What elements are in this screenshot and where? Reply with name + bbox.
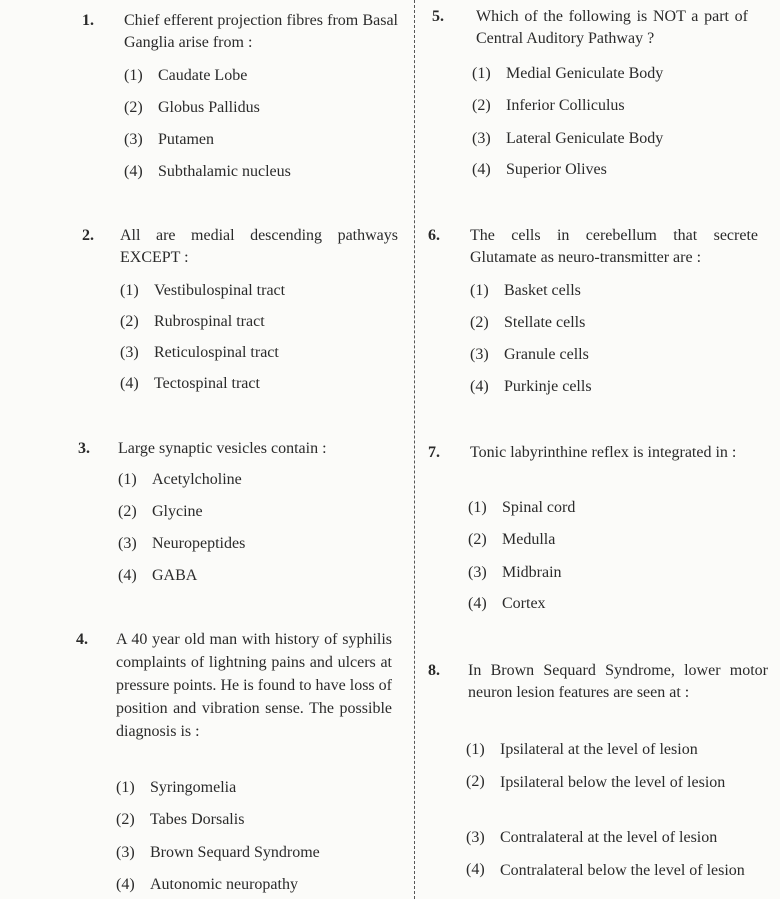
option-3-2[interactable]: (2) Glycine	[118, 503, 203, 520]
question-number: 4.	[76, 631, 88, 648]
option-7-2[interactable]: (2) Medulla	[468, 531, 556, 548]
question-text: A 40 year old man with history of syphilis complaints of lightning pains and ulcers at pressure points. He is found to have loss of position and vibration sense. The possible diagnosis is :	[116, 631, 392, 740]
question-number: 1.	[82, 12, 94, 29]
option-7-1[interactable]: (1) Spinal cord	[468, 499, 576, 516]
question-text: All are medial descending pathways EXCEPT :	[120, 227, 398, 266]
option-8-3[interactable]: (3) Contralateral at the level of lesion	[466, 829, 718, 846]
option-8-2[interactable]: (2) Ipsilateral below the level of lesion	[466, 773, 726, 791]
option-8-1[interactable]: (1) Ipsilateral at the level of lesion	[466, 741, 698, 758]
option-2-4[interactable]: (4) Tectospinal tract	[120, 375, 260, 392]
option-3-4[interactable]: (4) GABA	[118, 567, 198, 584]
option-6-3[interactable]: (3) Granule cells	[470, 346, 589, 363]
option-5-3[interactable]: (3) Lateral Geniculate Body	[472, 130, 664, 147]
option-5-2[interactable]: (2) Inferior Colliculus	[472, 97, 625, 114]
option-4-3[interactable]: (3) Brown Sequard Syndrome	[116, 844, 320, 861]
option-7-3[interactable]: (3) Midbrain	[468, 564, 562, 581]
question-text: The cells in cerebellum that secrete Glutamate as neuro-transmitter are :	[470, 227, 758, 266]
option-3-1[interactable]: (1) Acetylcholine	[118, 471, 242, 488]
option-1-4[interactable]: (4) Subthalamic nucleus	[124, 163, 291, 180]
option-2-2[interactable]: (2) Rubrospinal tract	[120, 313, 265, 330]
option-4-1[interactable]: (1) Syringomelia	[116, 779, 237, 796]
question-number: 2.	[82, 227, 94, 244]
option-6-1[interactable]: (1) Basket cells	[470, 282, 581, 299]
question-text: Large synaptic vesicles contain :	[118, 440, 327, 457]
question-text: Chief efferent projection fibres from Basal Ganglia arise from :	[124, 12, 398, 51]
option-1-3[interactable]: (3) Putamen	[124, 131, 214, 148]
option-4-4[interactable]: (4) Autonomic neuropathy	[116, 876, 298, 893]
option-8-4[interactable]: (4) Contralateral below the level of lesion	[466, 861, 745, 879]
question-text: Tonic labyrinthine reflex is integrated in :	[470, 444, 737, 461]
option-5-4[interactable]: (4) Superior Olives	[472, 161, 607, 178]
question-number: 8.	[428, 662, 440, 679]
question-text: Which of the following is NOT a part of Central Auditory Pathway ?	[476, 8, 748, 47]
option-3-3[interactable]: (3) Neuropeptides	[118, 535, 246, 552]
option-1-1[interactable]: (1) Caudate Lobe	[124, 67, 248, 84]
option-2-3[interactable]: (3) Reticulospinal tract	[120, 344, 279, 361]
right-column	[424, 0, 768, 899]
option-2-1[interactable]: (1) Vestibulospinal tract	[120, 282, 286, 299]
question-number: 7.	[428, 444, 440, 461]
question-number: 3.	[78, 440, 90, 457]
option-1-2[interactable]: (2) Globus Pallidus	[124, 99, 260, 116]
question-text: In Brown Sequard Syndrome, lower motor neuron lesion features are seen at :	[468, 662, 768, 701]
column-divider	[414, 0, 415, 899]
option-7-4[interactable]: (4) Cortex	[468, 595, 546, 612]
option-6-4[interactable]: (4) Purkinje cells	[470, 378, 592, 395]
question-number: 6.	[428, 227, 440, 244]
question-number: 5.	[432, 8, 444, 25]
option-5-1[interactable]: (1) Medial Geniculate Body	[472, 65, 664, 82]
option-4-2[interactable]: (2) Tabes Dorsalis	[116, 811, 245, 828]
option-6-2[interactable]: (2) Stellate cells	[470, 314, 586, 331]
